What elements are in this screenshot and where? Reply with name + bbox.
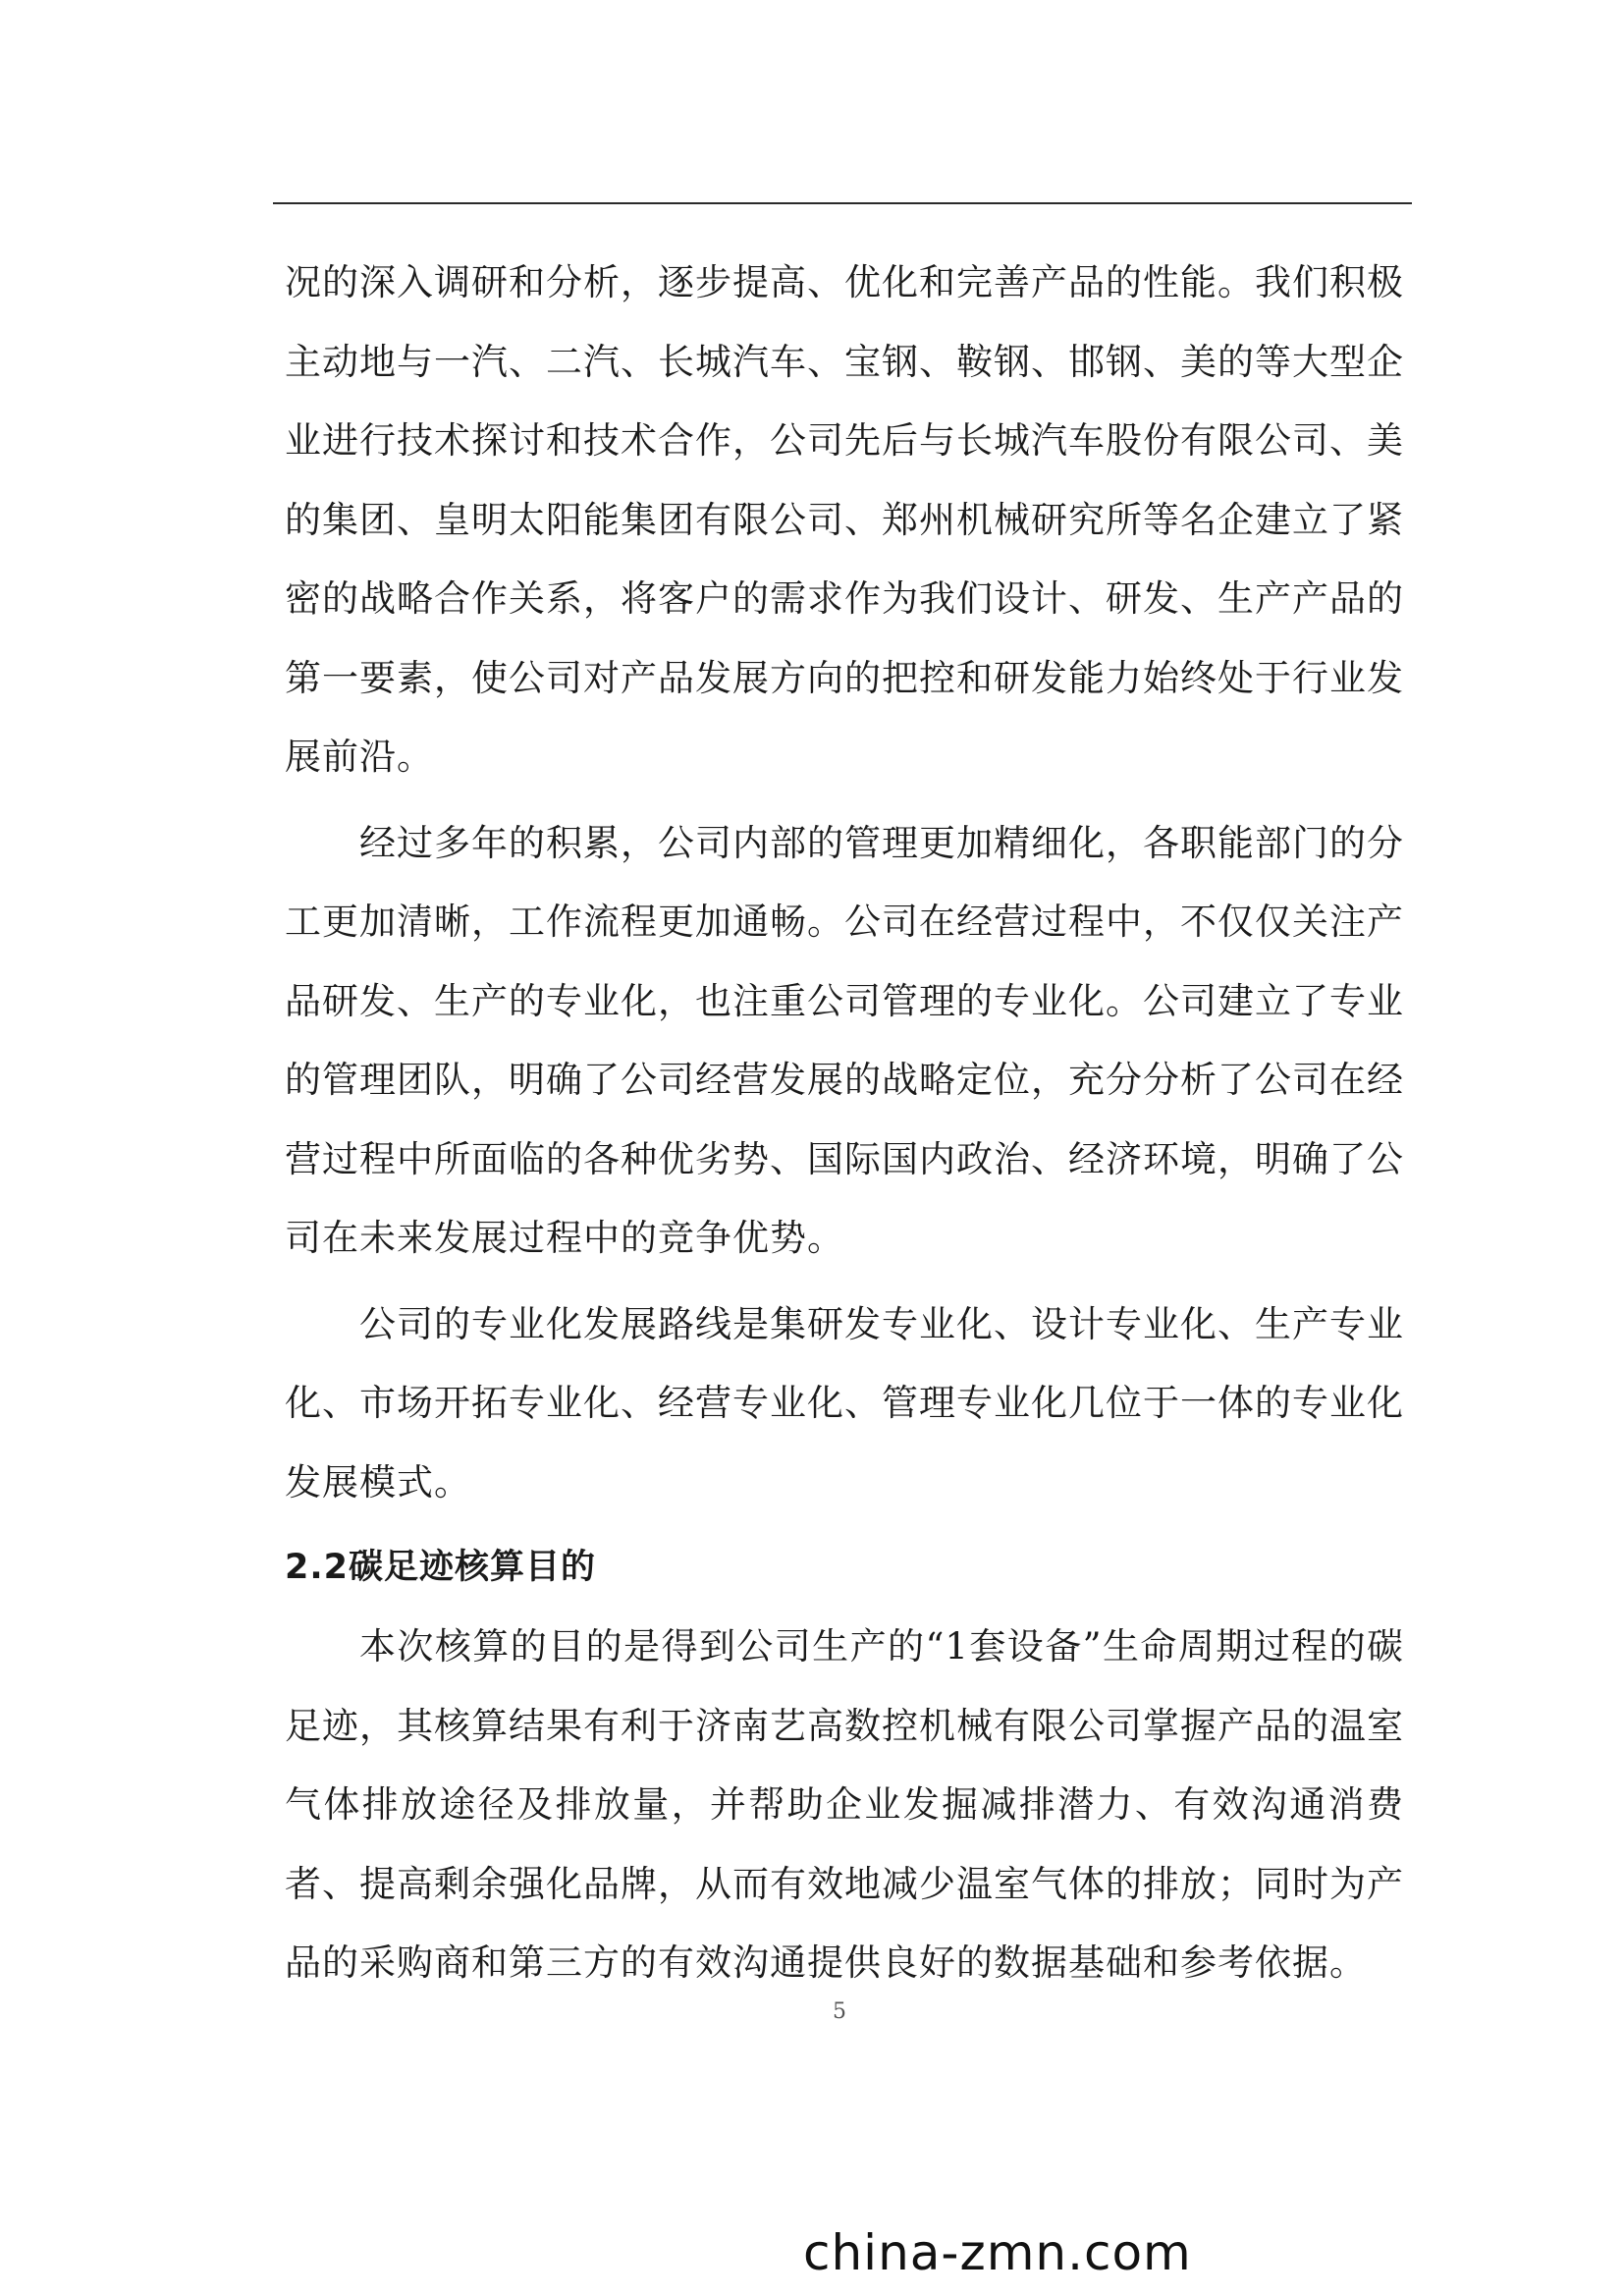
header-rule [273, 202, 1412, 204]
paragraph-specialization: 公司的专业化发展路线是集研发专业化、设计专业化、生产专业化、市场开拓专业化、经营专业化、管理专业化几位于一体的专业化发展模式。 [285, 1302, 1404, 1503]
watermark: china-zmn.com [803, 2224, 1192, 2281]
page-number: 5 [833, 1999, 846, 2024]
paragraph-accounting-purpose: 本次核算的目的是得到公司生产的“1套设备”生命周期过程的碳足迹，其核算结果有利于济南艺高数控机械有限公司掌握产品的温室气体排放途径及排放量，并帮助企业发掘减排潜力、有效沟通消费者、提高剩余强化品牌，从而有效地减少温室气体的排放；同时为产品的采购商和第三方的有效沟通提供良好的数据基础和参考依据。 [285, 1625, 1404, 1984]
paragraph-management: 经过多年的积累，公司内部的管理更加精细化，各职能部门的分工更加清晰，工作流程更加通畅。公司在经营过程中，不仅仅关注产品研发、生产的专业化，也注重公司管理的专业化。公司建立了专业的管理团队，明确了公司经营发展的战略定位，充分分析了公司在经营过程中所面临的各种优劣势、国际国内政治、经济环境，明确了公司在未来发展过程中的竞争优势。 [285, 821, 1404, 1259]
section-heading: 2.2碳足迹核算目的 [285, 1548, 597, 1587]
paragraph-continued: 况的深入调研和分析，逐步提高、优化和完善产品的性能。我们积极主动地与一汽、二汽、长城汽车、宝钢、鞍钢、邯钢、美的等大型企业进行技术探讨和技术合作，公司先后与长城汽车股份有限公司、美的集团、皇明太阳能集团有限公司、郑州机械研究所等名企建立了紧密的战略合作关系，将客户的需求作为我们设计、研发、生产产品的第一要素，使公司对产品发展方向的把控和研发能力始终处于行业发展前沿。 [285, 261, 1404, 778]
document-body [285, 244, 1404, 2003]
